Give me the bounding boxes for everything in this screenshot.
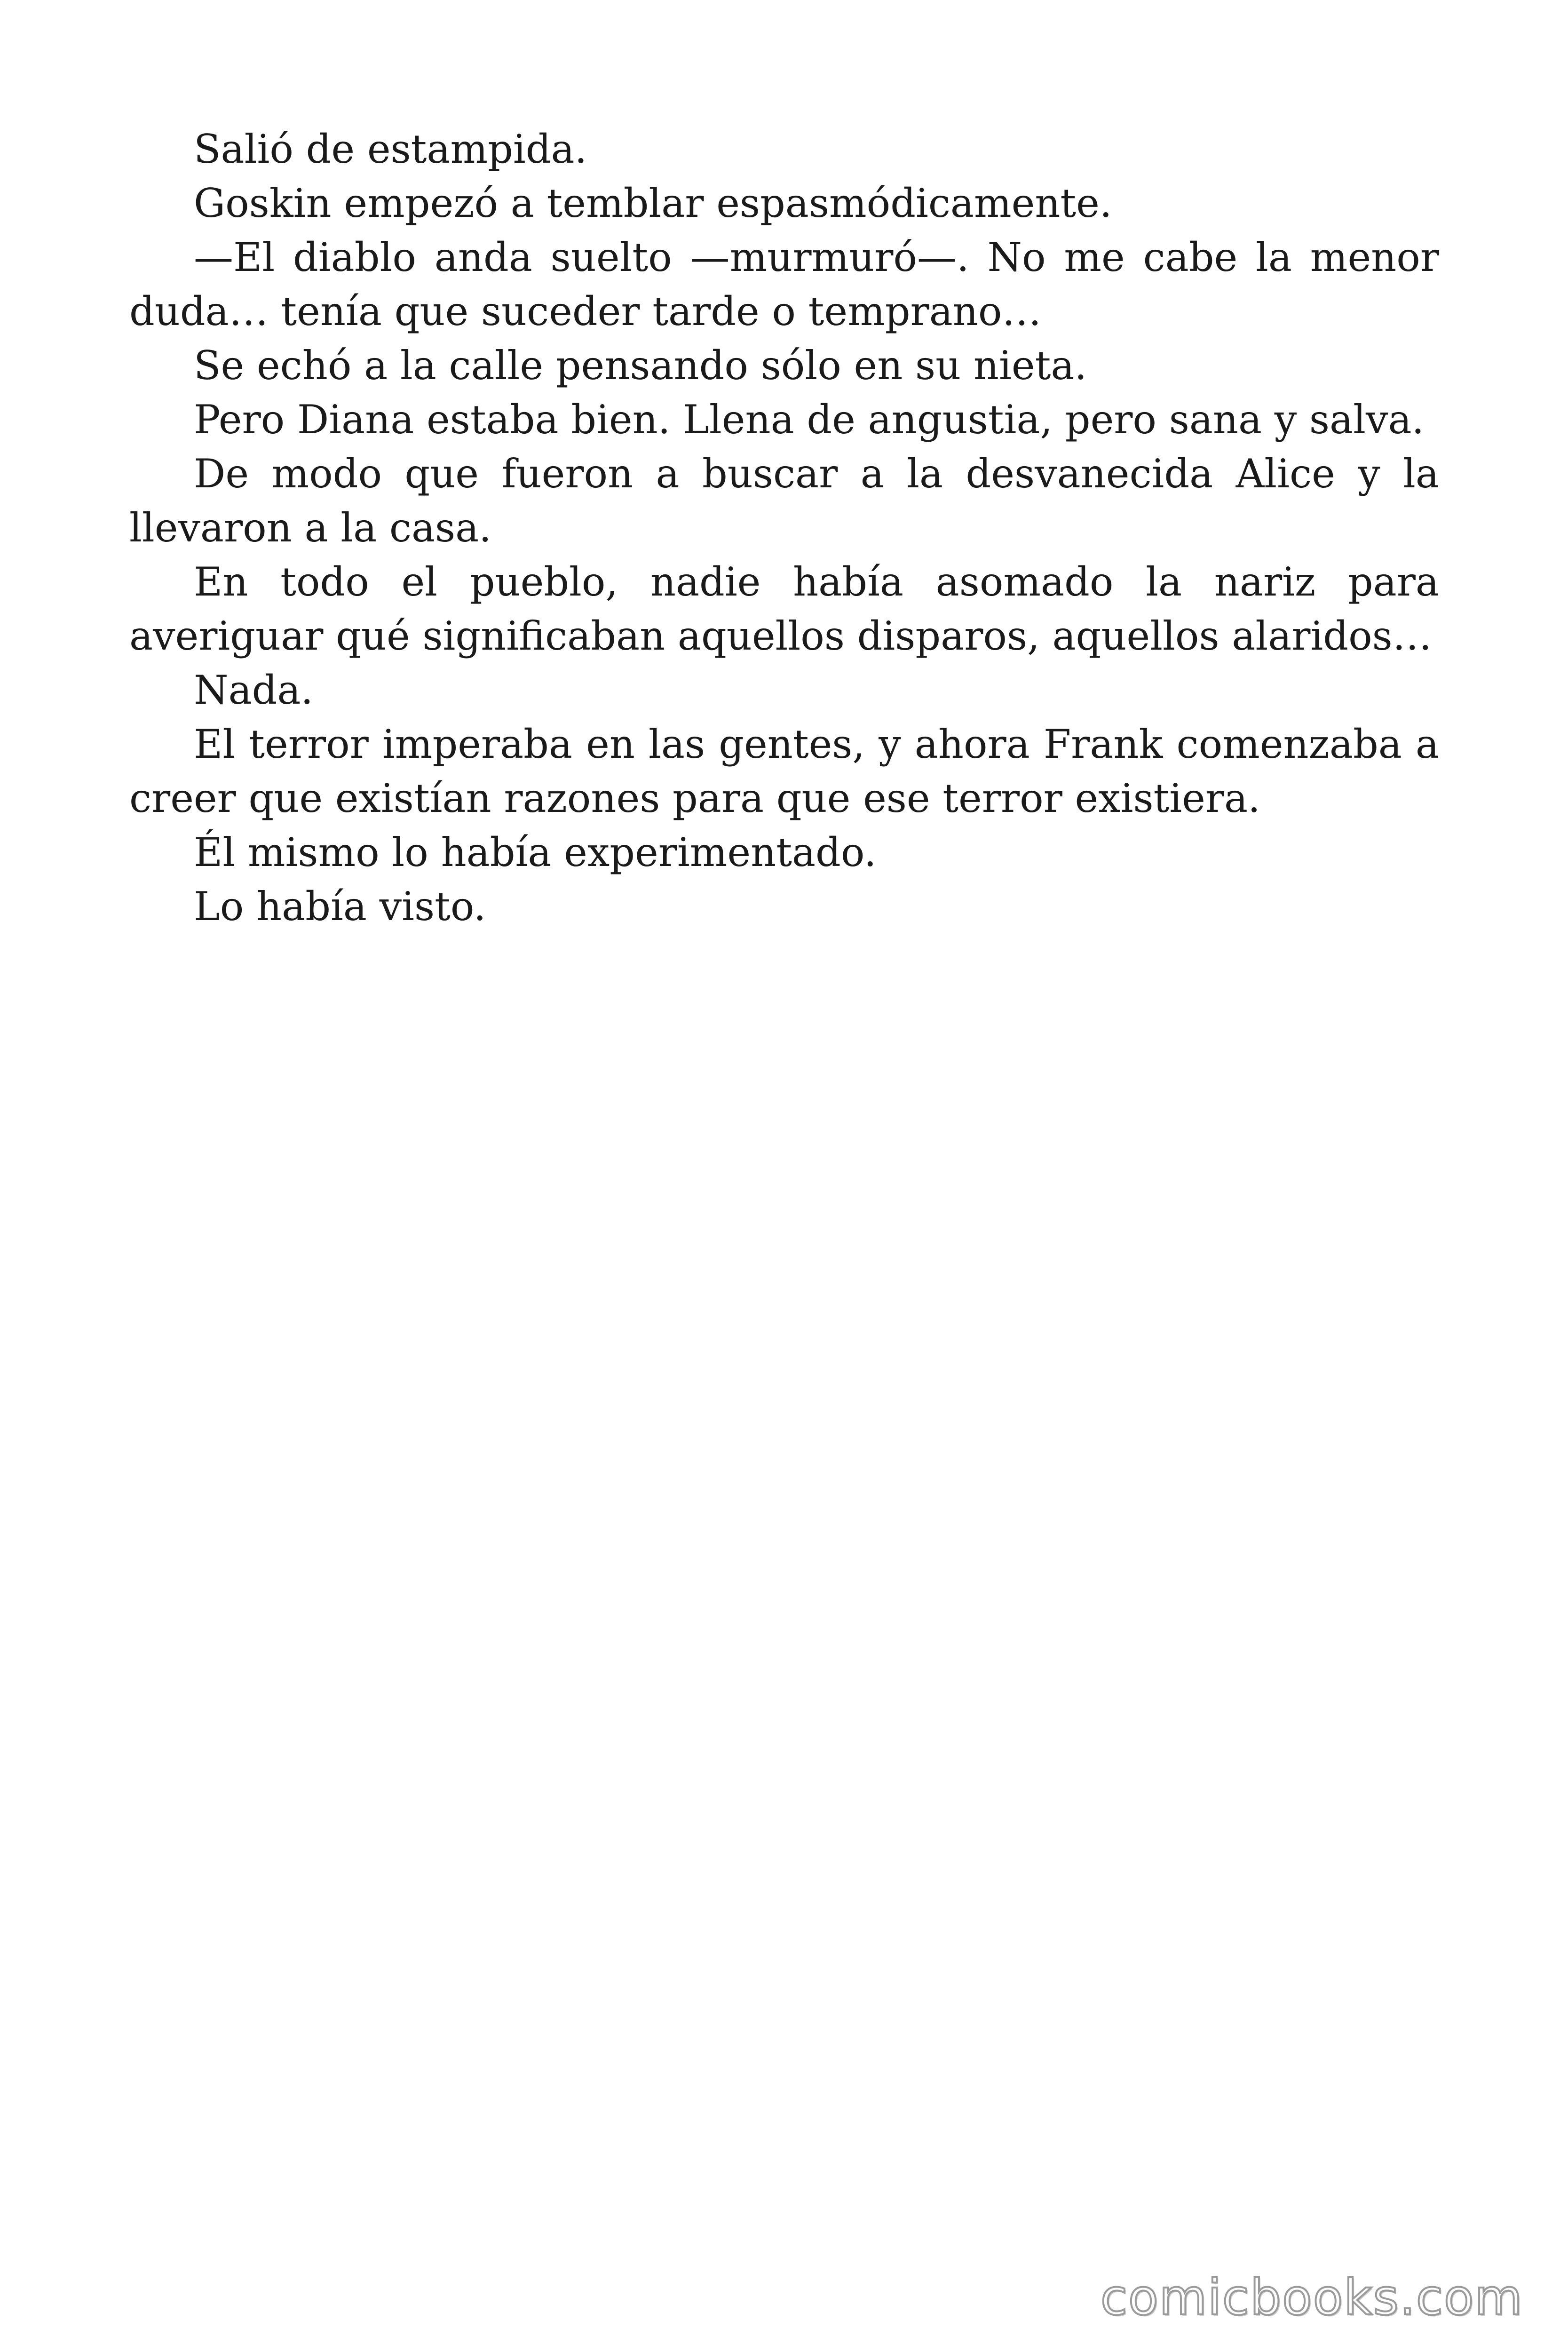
paragraph: —El diablo anda suelto —murmuró—. No me cabe la menor duda… tenía que suceder tarde o temprano…	[129, 234, 1439, 334]
paragraph: Salió de estampida.	[194, 126, 587, 172]
paragraph: Nada.	[194, 667, 314, 713]
paragraph: De modo que fueron a buscar a la desvanecida Alice y la llevaron a la casa.	[129, 451, 1439, 551]
watermark-logo: comicbooks.com	[1100, 2269, 1523, 2326]
page-body	[129, 122, 1439, 934]
paragraph: Lo había visto.	[194, 883, 486, 930]
paragraph: En todo el pueblo, nadie había asomado la nariz para averiguar qué significaban aquellos disparos, aquellos alaridos…	[129, 559, 1439, 659]
paragraph: Pero Diana estaba bien. Llena de angustia, pero sana y salva.	[194, 397, 1425, 443]
paragraph: Él mismo lo había experimentado.	[194, 829, 877, 875]
paragraph: El terror imperaba en las gentes, y ahora Frank comenzaba a creer que existían razones para que ese terror existiera.	[129, 721, 1439, 821]
paragraph: Se echó a la calle pensando sólo en su nieta.	[194, 342, 1087, 389]
paragraph: Goskin empezó a temblar espasmódicamente.	[194, 180, 1112, 226]
